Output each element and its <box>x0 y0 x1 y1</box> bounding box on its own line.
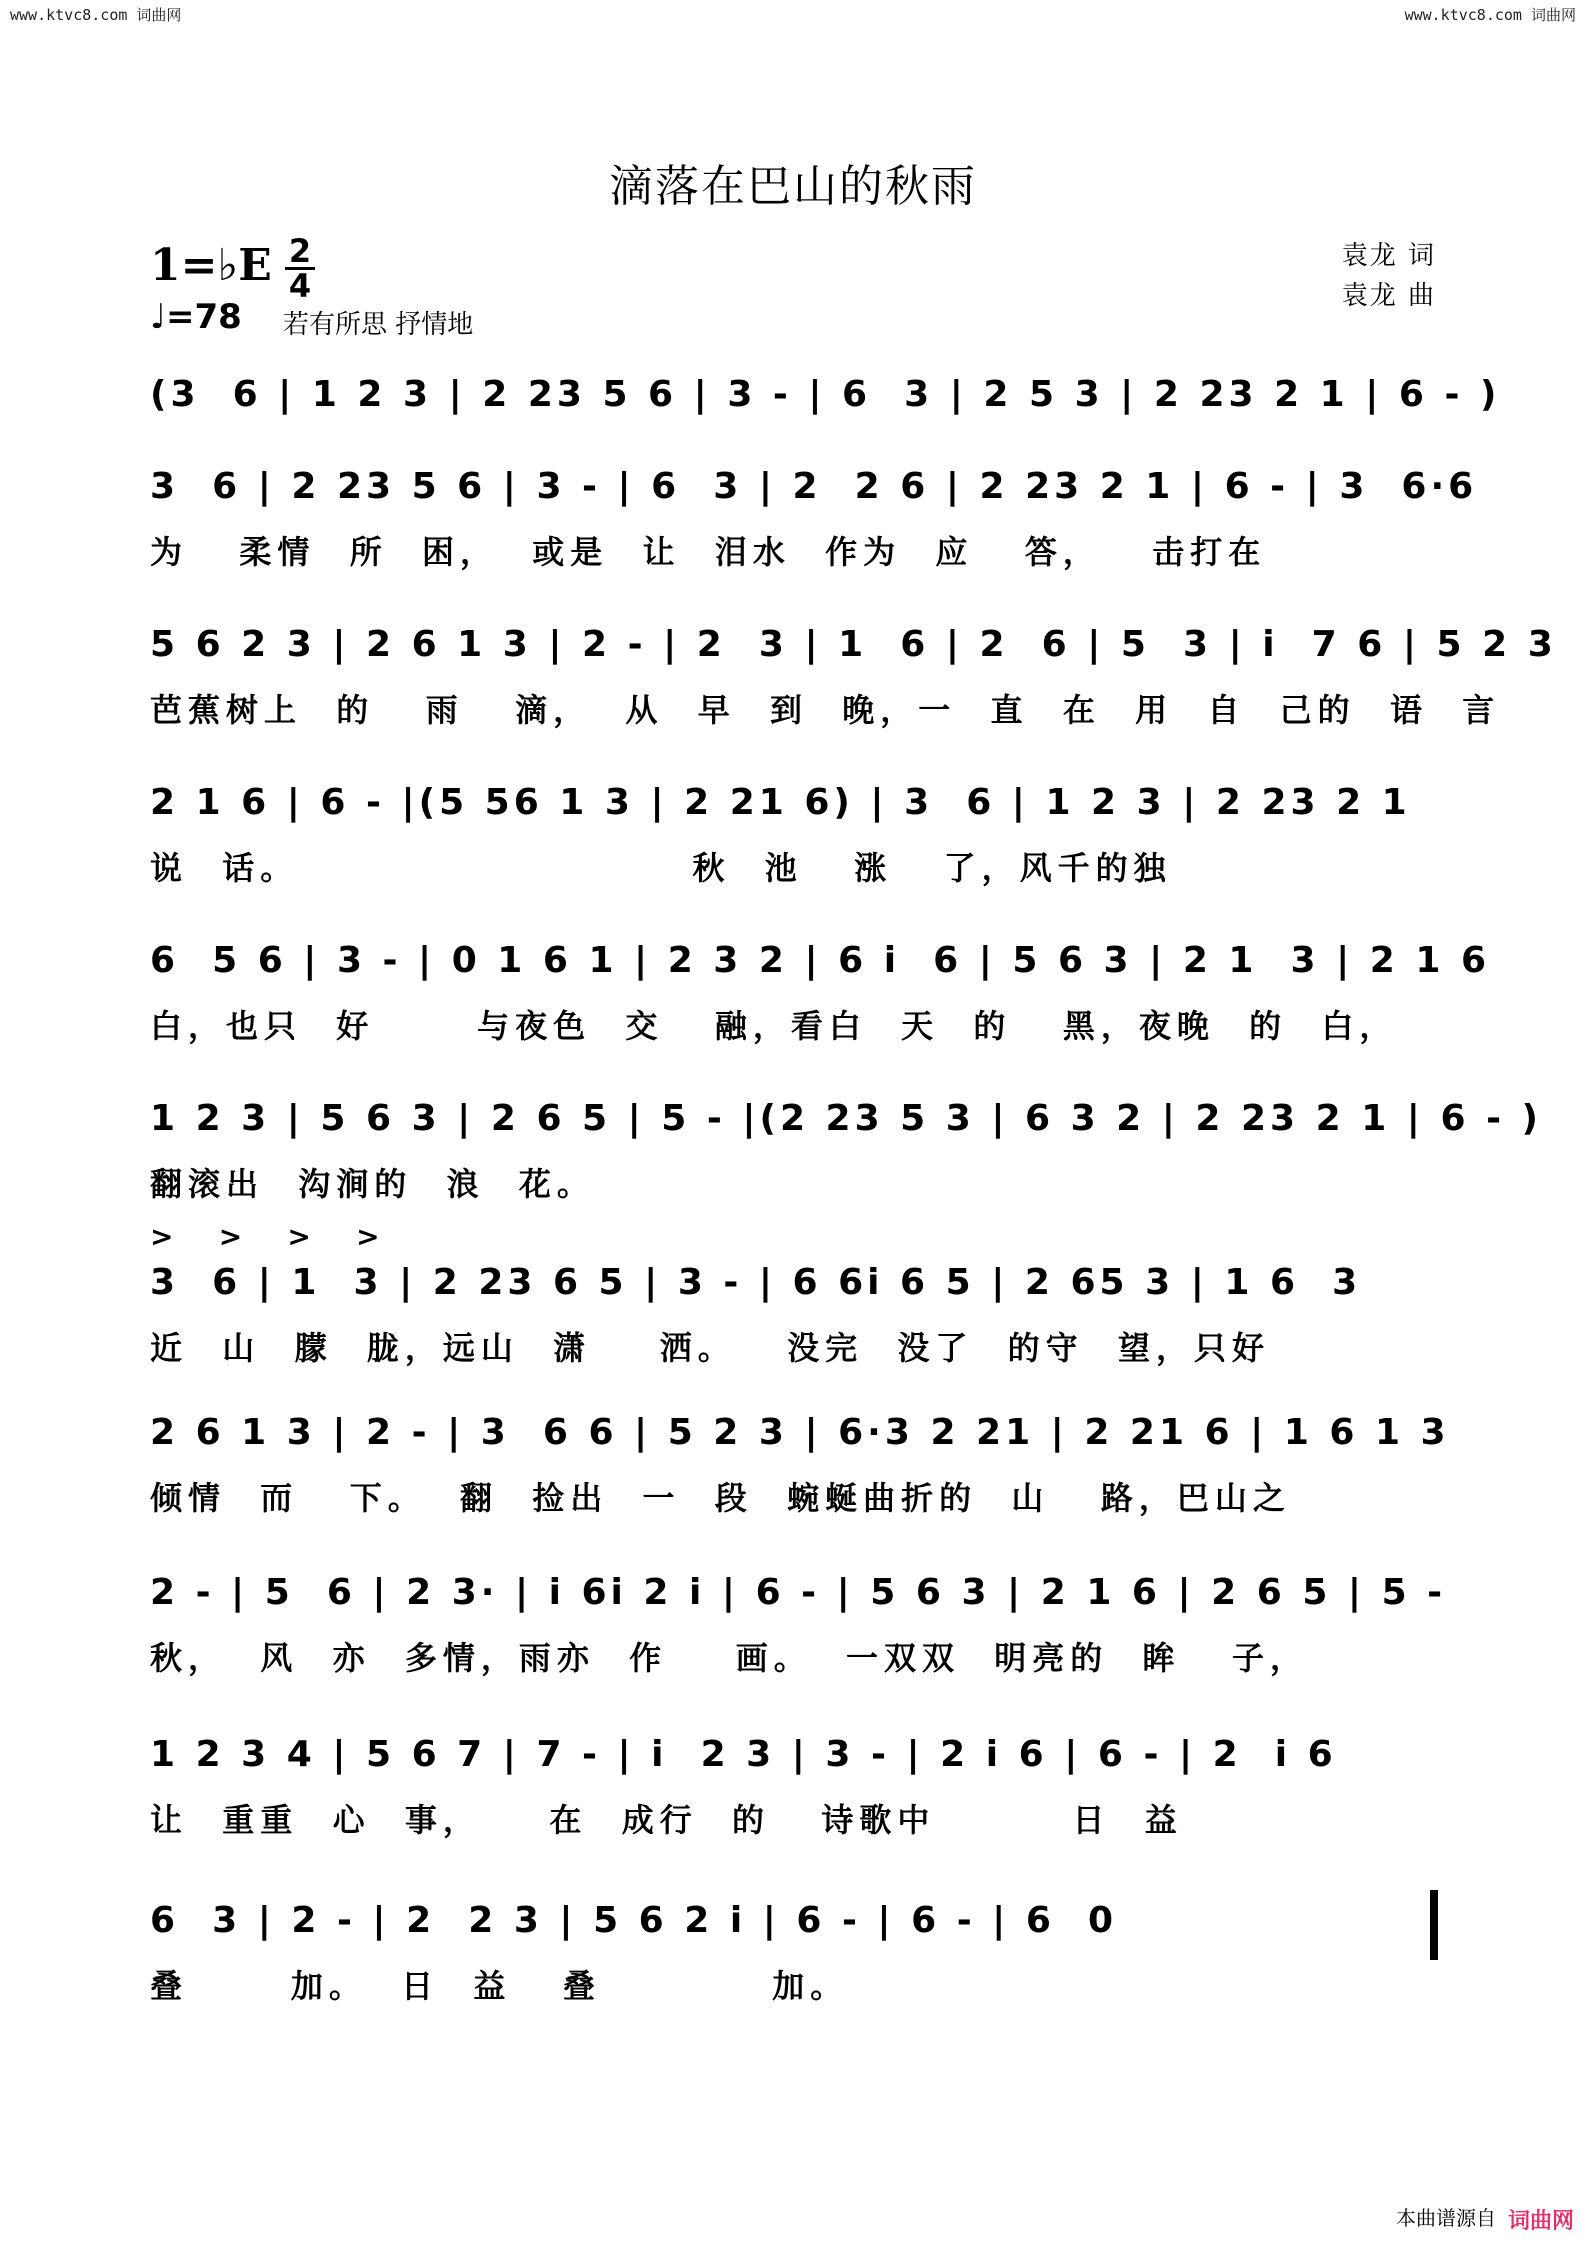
notation-line: 1 2 3 4 | 5 6 7 | 7 - | i 2 3 | 3 - | 2 i 6 | 6 - | 2 i 6 <box>150 1734 1337 1775</box>
notation-line: (3 6 | 1 2 3 | 2 23 5 6 | 3 - | 6 3 | 2 5 3 | 2 23 2 1 | 6 - ) <box>150 374 1501 415</box>
composer-credit: 袁龙 曲 <box>1341 281 1436 311</box>
lyric-line: 叠 加。 日 益 叠 加。 <box>150 1967 849 2005</box>
lyric-line: 翻滚出 沟涧的 浪 花。 <box>150 1165 595 1203</box>
notation-line: 2 1 6 | 6 - |(5 56 1 3 | 2 21 6) | 3 6 | 1 2 3 | 2 23 2 1 <box>150 782 1411 823</box>
notation-line: 6 5 6 | 3 - | 0 1 6 1 | 2 3 2 | 6 i 6 | 5 6 3 | 2 1 3 | 2 1 6 <box>150 940 1490 981</box>
key-signature: 1=♭E <box>150 240 272 291</box>
footer-logo: 词曲网 <box>1507 2209 1574 2234</box>
watermark-right: www.ktvc8.com 词曲网 <box>1404 6 1576 24</box>
notation-line: 2 6 1 3 | 2 - | 3 6 6 | 5 2 3 | 6·3 2 21 | 2 21 6 | 1 6 1 3 <box>150 1412 1450 1453</box>
time-signature-top: 2 <box>288 232 312 270</box>
notation-line: 3 6 | 2 23 5 6 | 3 - | 6 3 | 2 2 6 | 2 23 2 1 | 6 - | 3 6·6 <box>150 466 1478 507</box>
lyricist-credit: 袁龙 词 <box>1341 241 1436 271</box>
watermark-left: www.ktvc8.com 词曲网 <box>10 6 182 24</box>
final-barline <box>1430 1890 1438 1960</box>
lyric-line: 让 重重 心 事， 在 成行 的 诗歌中 日 益 <box>150 1801 1183 1839</box>
accent-marks: > > > > <box>150 1220 384 1253</box>
lyric-line: 白，也只 好 与夜色 交 融，看白 天 的 黑，夜晚 的 白， <box>150 1007 1398 1045</box>
lyric-line: 说 话。 秋 池 涨 了，风千的独 <box>150 849 1172 887</box>
notation-line: 1 2 3 | 5 6 3 | 2 6 5 | 5 - |(2 23 5 3 | 6 3 2 | 2 23 2 1 | 6 - ) <box>150 1098 1542 1139</box>
tempo-marking: ♩=78 <box>150 297 242 337</box>
lyric-line: 芭蕉树上 的 雨 滴， 从 早 到 晚，一 直 在 用 自 己的 语 言 <box>150 691 1501 729</box>
time-signature-bottom: 4 <box>288 267 312 305</box>
lyric-line: 秋， 风 亦 多情，雨亦 作 画。 一双双 明亮的 眸 子， <box>150 1639 1308 1677</box>
song-title: 滴落在巴山的秋雨 <box>609 161 977 212</box>
lyric-line: 倾情 而 下。 翻 捡出 一 段 蜿蜒曲折的 山 路，巴山之 <box>150 1479 1291 1517</box>
notation-line: 2 - | 5 6 | 2 3· | i 6i 2 i | 6 - | 5 6 3 | 2 1 6 | 2 6 5 | 5 - <box>150 1572 1447 1613</box>
lyric-line: 为 柔情 所 困， 或是 让 泪水 作为 应 答， 击打在 <box>150 533 1267 571</box>
expression-marking: 若有所思 抒情地 <box>283 310 474 340</box>
notation-line: 3 6 | 1 3 | 2 23 6 5 | 3 - | 6 6i 6 5 | 2 65 3 | 1 6 3 <box>150 1262 1362 1303</box>
credits <box>1342 236 1436 316</box>
notation-line: 5 6 2 3 | 2 6 1 3 | 2 - | 2 3 | 1 6 | 2 6 | 5 3 | i 7 6 | 5 2 3 <box>150 624 1557 665</box>
lyric-line: 近 山 朦 胧，远山 潇 洒。 没完 没了 的守 望，只好 <box>150 1329 1270 1367</box>
notation-line: 6 3 | 2 - | 2 2 3 | 5 6 2 i | 6 - | 6 - | 6 0 <box>150 1900 1118 1941</box>
footer-source-text: 本曲谱源自 <box>1396 2206 1496 2230</box>
time-signature <box>285 232 315 305</box>
